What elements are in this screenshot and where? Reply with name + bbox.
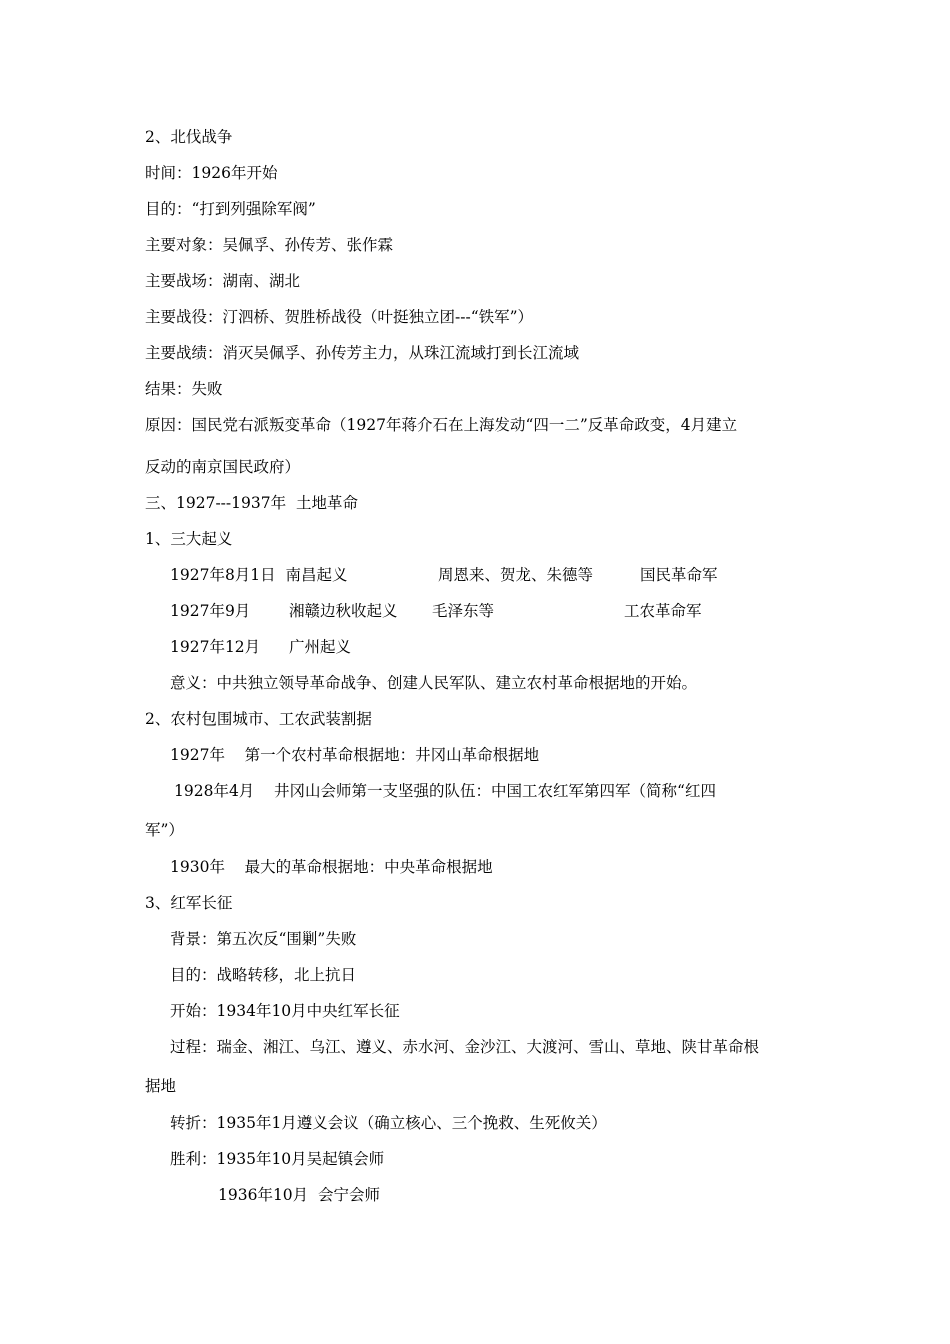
section-heading-northern-expedition: 2、北伐战争 [145,128,233,146]
long-march-process-line-2: 据地 [145,1077,177,1095]
uprising-row-2-date: 1927年9月 [170,602,251,620]
long-march-victory-1: 胜利：1935年10月吴起镇会师 [170,1150,385,1168]
result-line: 结果：失败 [145,380,223,398]
uprising-row-1-leaders: 周恩来、贺龙、朱德等 [438,566,594,584]
long-march-background: 背景：第五次反“围剿”失败 [170,930,357,948]
subheading-uprisings: 1、三大起义 [145,530,233,548]
uprising-row-2-army: 工农革命军 [624,602,702,620]
uprising-row-2-leaders: 毛泽东等 [432,602,495,620]
subheading-long-march: 3、红军长征 [145,894,233,912]
encircle-row-1: 1927年 第一个农村革命根据地：井冈山革命根据地 [170,746,540,764]
subheading-encircle: 2、农村包围城市、工农武装割据 [145,710,372,728]
uprising-row-3-event: 广州起义 [289,638,352,656]
uprising-row-1-date: 1927年8月1日 南昌起义 [170,566,348,584]
encircle-row-3: 1930年 最大的革命根据地：中央革命根据地 [170,858,493,876]
battlefield-line: 主要战场：湖南、湖北 [145,272,301,290]
achievements-line: 主要战绩：消灭吴佩孚、孙传芳主力，从珠江流域打到长江流域 [145,344,580,362]
encircle-row-2-line-2: 军”） [145,821,184,839]
time-line: 时间：1926年开始 [145,164,278,182]
section-heading-land-revolution: 三、1927---1937年 土地革命 [145,494,358,512]
targets-line: 主要对象：吴佩孚、孙传芳、张作霖 [145,236,394,254]
uprising-row-2-event: 湘赣边秋收起义 [289,602,398,620]
uprising-row-1-army: 国民革命军 [640,566,718,584]
long-march-start: 开始：1934年10月中央红军长征 [170,1002,400,1020]
encircle-row-2-line-1: 1928年4月 井冈山会师第一支坚强的队伍：中国工农红军第四军（简称“红四 [174,782,716,800]
uprisings-significance: 意义：中共独立领导革命战争、创建人民军队、建立农村革命根据地的开始。 [170,674,698,692]
reason-line-1: 原因：国民党右派叛变革命（1927年蒋介石在上海发动“四一二”反革命政变，4月建立 [145,416,738,434]
goal-line: 目的：“打到列强除军阀” [145,200,316,218]
battles-line: 主要战役：汀泗桥、贺胜桥战役（叶挺独立团---“铁军”） [145,308,534,326]
long-march-victory-2: 1936年10月 会宁会师 [218,1186,381,1204]
reason-line-2: 反动的南京国民政府） [145,458,301,476]
uprising-row-3-date: 1927年12月 [170,638,261,656]
long-march-goal: 目的：战略转移，北上抗日 [170,966,357,984]
long-march-turning-point: 转折：1935年1月遵义会议（确立核心、三个挽救、生死攸关） [170,1114,607,1132]
long-march-process-line-1: 过程：瑞金、湘江、乌江、遵义、赤水河、金沙江、大渡河、雪山、草地、陕甘革命根 [170,1038,760,1056]
